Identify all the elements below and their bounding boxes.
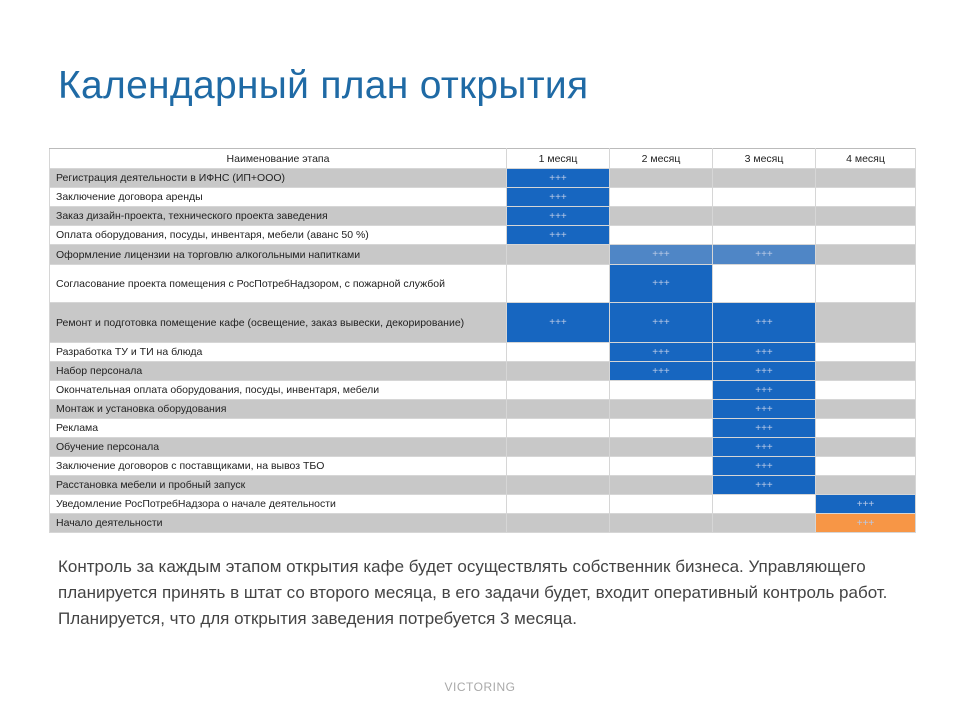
month-4-cell: [816, 381, 916, 400]
stage-name: Регистрация деятельности в ИФНС (ИП+ООО): [50, 169, 507, 188]
table-row: [50, 438, 916, 457]
month-2-cell: [610, 476, 713, 495]
stage-name: Монтаж и установка оборудования: [50, 400, 507, 419]
month-3-cell: +++: [713, 245, 816, 265]
month-2-cell: [610, 188, 713, 207]
month-2-cell: +++: [610, 245, 713, 265]
month-3-cell: +++: [713, 438, 816, 457]
stage-name: Ремонт и подготовка помещение кафе (освещение, заказ вывески, декорирование): [50, 303, 507, 343]
month-1-cell: +++: [507, 188, 610, 207]
month-3-cell: +++: [713, 400, 816, 419]
month-1-cell: +++: [507, 303, 610, 343]
month-3-cell: +++: [713, 457, 816, 476]
stage-name: Оформление лицензии на торговлю алкогольными напитками: [50, 245, 507, 265]
month-3-cell: [713, 226, 816, 245]
month-3-cell: +++: [713, 476, 816, 495]
month-1-cell: [507, 438, 610, 457]
month-3-cell: [713, 514, 816, 533]
month-1-cell: [507, 419, 610, 438]
month-4-cell: [816, 438, 916, 457]
stage-name: Оплата оборудования, посуды, инвентаря, мебели (аванс 50 %): [50, 226, 507, 245]
month-4-cell: +++: [816, 495, 916, 514]
month-4-cell: [816, 265, 916, 303]
table-row: [50, 457, 916, 476]
month-1-cell: [507, 476, 610, 495]
stage-name: Окончательная оплата оборудования, посуды, инвентаря, мебели: [50, 381, 507, 400]
month-1-cell: [507, 343, 610, 362]
month-1-cell: [507, 514, 610, 533]
month-1-cell: [507, 381, 610, 400]
month-3-cell: +++: [713, 381, 816, 400]
stage-name: Набор персонала: [50, 362, 507, 381]
schedule-table: [49, 148, 916, 533]
month-2-cell: +++: [610, 362, 713, 381]
month-2-cell: +++: [610, 265, 713, 303]
month-3-cell: [713, 169, 816, 188]
month-4-cell: [816, 476, 916, 495]
table-row: [50, 381, 916, 400]
header-stage-name: Наименование этапа: [50, 149, 507, 169]
stage-name: Согласование проекта помещения с РосПотребНадзором, с пожарной службой: [50, 265, 507, 303]
stage-name: Расстановка мебели и пробный запуск: [50, 476, 507, 495]
month-4-cell: [816, 419, 916, 438]
month-3-cell: [713, 265, 816, 303]
month-3-cell: [713, 495, 816, 514]
month-2-cell: [610, 495, 713, 514]
stage-name: Уведомление РосПотребНадзора о начале деятельности: [50, 495, 507, 514]
month-1-cell: [507, 400, 610, 419]
month-4-cell: [816, 207, 916, 226]
month-4-cell: [816, 245, 916, 265]
month-3-cell: +++: [713, 303, 816, 343]
table-row: [50, 400, 916, 419]
table-row: [50, 226, 916, 245]
table-row: [50, 419, 916, 438]
table-row: [50, 514, 916, 533]
month-4-cell: [816, 303, 916, 343]
month-2-cell: [610, 457, 713, 476]
footer-label: VICTORING: [444, 680, 516, 694]
month-1-cell: +++: [507, 169, 610, 188]
stage-name: Заключение договора аренды: [50, 188, 507, 207]
month-4-cell: [816, 457, 916, 476]
month-4-cell: [816, 343, 916, 362]
stage-name: Реклама: [50, 419, 507, 438]
slide-title: Календарный план открытия: [58, 64, 589, 107]
schedule-body: [50, 169, 916, 533]
month-1-cell: +++: [507, 207, 610, 226]
month-1-cell: [507, 362, 610, 381]
month-2-cell: [610, 400, 713, 419]
header-month-4: 4 месяц: [816, 149, 916, 169]
month-2-cell: [610, 207, 713, 226]
table-row: [50, 495, 916, 514]
summary-text: Контроль за каждым этапом открытия кафе будет осуществлять собственник бизнеса. Управляющего планируется принять в штат со второго месяца, в его задачи будет, входит оперативный контроль работ. Планируется, что для открытия заведения потребуется 3 месяца.: [58, 557, 888, 628]
month-2-cell: +++: [610, 343, 713, 362]
header-month-2: 2 месяц: [610, 149, 713, 169]
month-3-cell: +++: [713, 343, 816, 362]
stage-name: Разработка ТУ и ТИ на блюда: [50, 343, 507, 362]
table-row: [50, 169, 916, 188]
month-1-cell: [507, 245, 610, 265]
month-1-cell: [507, 457, 610, 476]
month-1-cell: [507, 495, 610, 514]
table-row: [50, 188, 916, 207]
month-4-cell: [816, 362, 916, 381]
stage-name: Начало деятельности: [50, 514, 507, 533]
table-header-row: [50, 149, 916, 169]
header-month-1: 1 месяц: [507, 149, 610, 169]
month-3-cell: [713, 188, 816, 207]
month-4-cell: [816, 188, 916, 207]
month-4-cell: [816, 169, 916, 188]
stage-name: Заказ дизайн-проекта, технического проекта заведения: [50, 207, 507, 226]
month-4-cell: [816, 400, 916, 419]
month-2-cell: [610, 226, 713, 245]
table-row: [50, 207, 916, 226]
header-month-3: 3 месяц: [713, 149, 816, 169]
month-4-cell: +++: [816, 514, 916, 533]
month-2-cell: +++: [610, 303, 713, 343]
month-2-cell: [610, 419, 713, 438]
month-2-cell: [610, 438, 713, 457]
table-row: [50, 265, 916, 303]
table-row: [50, 343, 916, 362]
table-row: [50, 362, 916, 381]
table-row: [50, 476, 916, 495]
month-2-cell: [610, 381, 713, 400]
month-1-cell: +++: [507, 226, 610, 245]
month-3-cell: +++: [713, 419, 816, 438]
month-4-cell: [816, 226, 916, 245]
month-3-cell: [713, 207, 816, 226]
month-2-cell: [610, 514, 713, 533]
table-row: [50, 245, 916, 265]
stage-name: Заключение договоров с поставщиками, на вывоз ТБО: [50, 457, 507, 476]
table-row: [50, 303, 916, 343]
stage-name: Обучение персонала: [50, 438, 507, 457]
month-1-cell: [507, 265, 610, 303]
month-3-cell: +++: [713, 362, 816, 381]
month-2-cell: [610, 169, 713, 188]
